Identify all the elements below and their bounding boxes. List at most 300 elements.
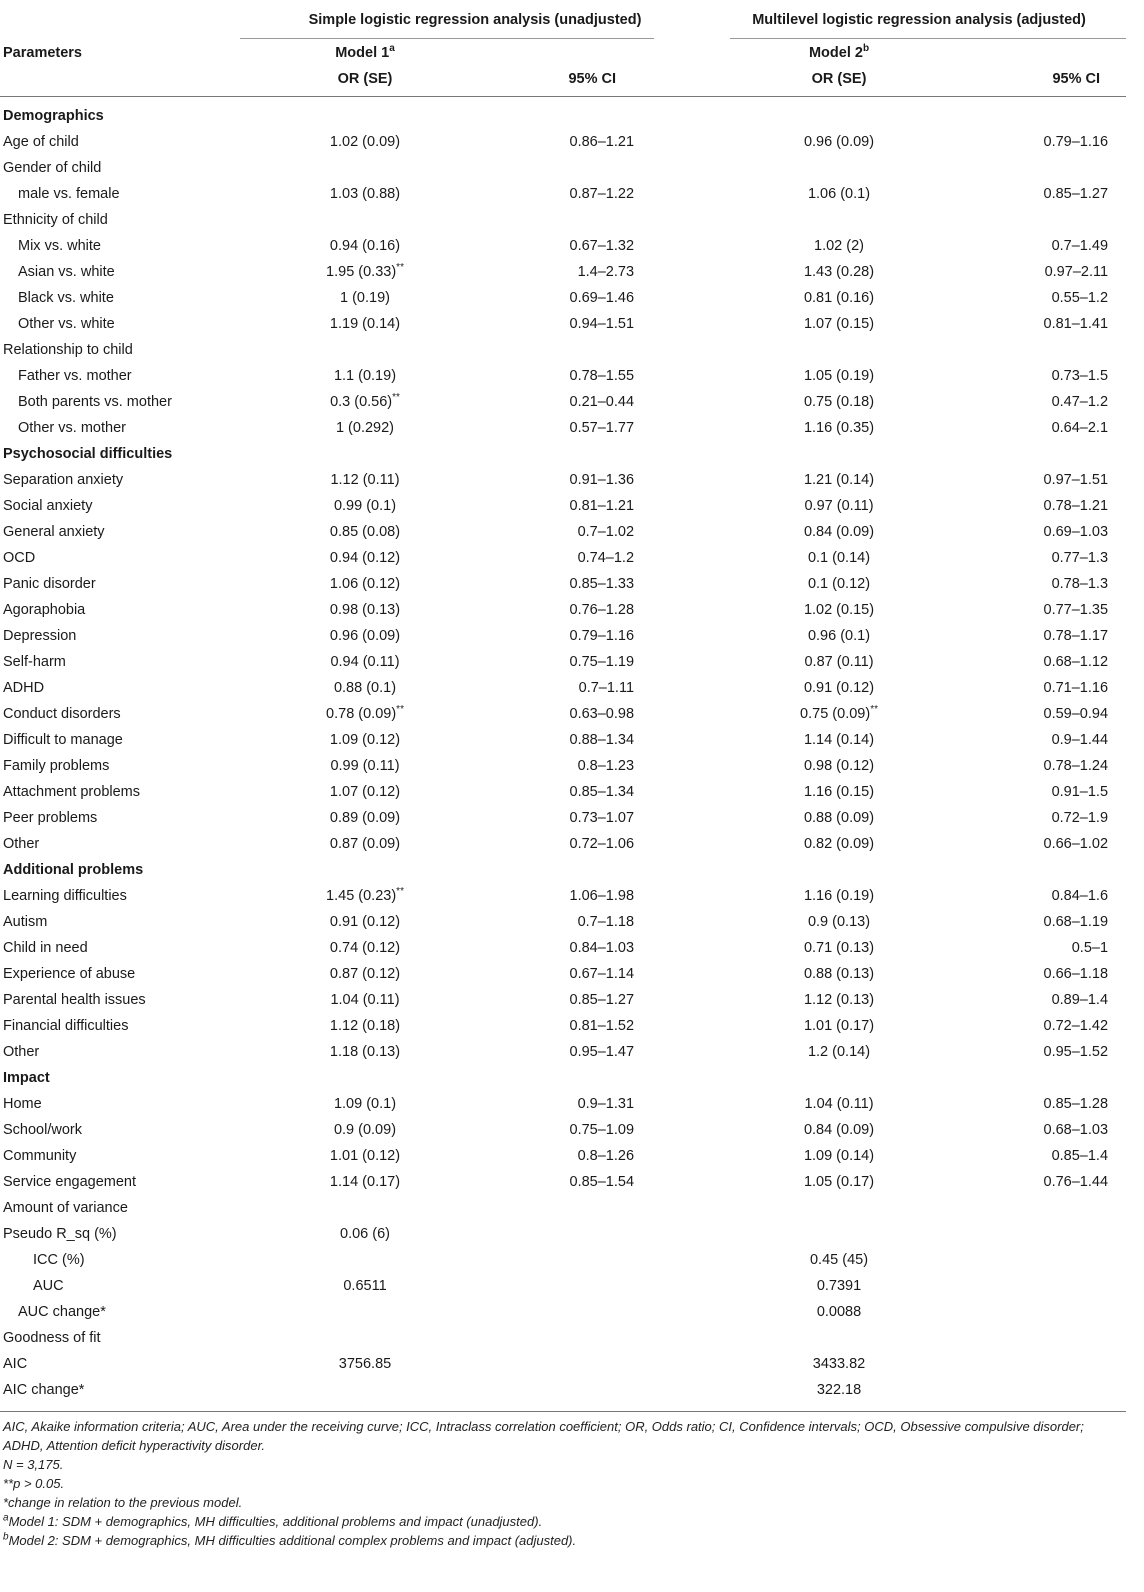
footnote-model2: $^b$Model 2: SDM + demographics, MH difficulties additional complex problems and impact (adjusted). <box>3 1531 577 1548</box>
model1-ci-cell: 0.86–1.21 <box>569 134 635 150</box>
model2-or-cell <box>712 207 966 233</box>
model1-ci-cell <box>492 207 712 233</box>
model2-or-cell: 0.1 (0.14) <box>807 550 871 566</box>
significance-mark: ** <box>392 392 400 404</box>
model1-ci-cell: 0.57–1.77 <box>569 420 635 436</box>
model1-or-cell <box>238 1299 492 1325</box>
model2-or-cell: 1.12 (0.13) <box>803 992 875 1008</box>
model2-ci-cell: 0.47–1.2 <box>1051 394 1109 410</box>
model1-ci-cell <box>492 1377 712 1409</box>
model2-or-cell: 1.09 (0.14) <box>803 1148 875 1164</box>
model1-ci-cell: 0.21–0.44 <box>569 394 635 410</box>
model1-or-cell: 1.01 (0.12) <box>329 1148 401 1164</box>
model2-ci-cell: 0.97–2.11 <box>1044 264 1109 280</box>
model1-ci-cell <box>492 857 712 883</box>
model1-or-cell: 1.03 (0.88) <box>329 186 401 202</box>
model2-ci-cell: 0.78–1.3 <box>1051 576 1109 592</box>
table-row <box>0 155 1126 181</box>
model2-ci-cell: 0.91–1.5 <box>1051 784 1109 800</box>
header-group-adjusted <box>712 0 1126 40</box>
model2-ci-cell: 0.72–1.9 <box>1051 810 1109 826</box>
model1-or-cell: 0.85 (0.08) <box>329 524 401 540</box>
model2-ci-cell <box>966 857 1126 883</box>
model2-ci-cell <box>966 1377 1126 1409</box>
model1-ci-cell <box>492 1065 712 1091</box>
model1-or-cell: 1 (0.19) <box>340 290 390 306</box>
model1-or-cell: 1.19 (0.14) <box>329 316 401 332</box>
row-label: Impact <box>3 1070 50 1086</box>
row-label: OCD <box>3 550 36 566</box>
model2-ci-cell: 0.81–1.41 <box>1043 316 1109 332</box>
model1-or-cell: 0.88 (0.1) <box>333 680 397 696</box>
row-label: Other vs. white <box>18 316 115 332</box>
or-se-header-1: OR (SE) <box>337 71 393 87</box>
table-row <box>0 519 1126 545</box>
ci-header-2: 95% CI <box>1052 71 1101 87</box>
model2-or-cell: 1.04 (0.11) <box>804 1096 874 1112</box>
model2-ci-cell <box>966 155 1126 181</box>
model1-or-cell: 1.09 (0.12) <box>329 732 401 748</box>
model1-ci-cell: 0.8–1.26 <box>577 1148 635 1164</box>
model2-or-cell <box>712 1325 966 1351</box>
row-label: Community <box>3 1148 77 1164</box>
model1-or-cell: 1.07 (0.12) <box>329 784 401 800</box>
model1-header: Model 1$^a$ <box>335 43 395 61</box>
model2-ci-cell: 0.68–1.03 <box>1043 1122 1109 1138</box>
table-bottom-rule <box>0 1411 1126 1412</box>
table-row <box>0 363 1126 389</box>
model1-ci-cell: 0.94–1.51 <box>569 316 635 332</box>
model2-or-cell: 0.88 (0.09) <box>803 810 875 826</box>
row-label: Child in need <box>3 940 88 956</box>
model1-or-cell: 0.98 (0.13) <box>329 602 401 618</box>
model2-or-cell: 1.07 (0.15) <box>803 316 875 332</box>
group1-underline <box>240 38 654 39</box>
model2-or-cell: 0.96 (0.09) <box>803 134 875 150</box>
model2-or-cell: 0.98 (0.12) <box>803 758 875 774</box>
row-label: Attachment problems <box>3 784 141 800</box>
model2-ci-cell: 0.84–1.6 <box>1051 888 1109 904</box>
model2-or-cell: 1.14 (0.14) <box>803 732 875 748</box>
or-se-header-2: OR (SE) <box>811 71 867 87</box>
row-label: AIC change* <box>3 1382 85 1398</box>
model2-or-cell: 0.87 (0.11) <box>804 654 874 670</box>
model1-or-cell: 1.14 (0.17) <box>329 1174 401 1190</box>
header-empty-cell <box>0 0 238 40</box>
model1-or-cell <box>238 337 492 363</box>
model2-ci-cell: 0.64–2.1 <box>1051 420 1109 436</box>
row-label: Other <box>3 836 40 852</box>
ci-header-1: 95% CI <box>568 71 617 87</box>
model2-ci-cell: 0.55–1.2 <box>1051 290 1109 306</box>
row-label: Demographics <box>3 108 104 124</box>
model1-or-cell: 1.02 (0.09) <box>329 134 401 150</box>
row-label: Other vs. mother <box>18 420 126 436</box>
model1-or-cell: 1.45 (0.23)** <box>326 886 404 904</box>
row-label: Asian vs. white <box>18 264 115 280</box>
row-label: Pseudo R_sq (%) <box>3 1226 117 1242</box>
table-row <box>0 1091 1126 1117</box>
row-label: Goodness of fit <box>3 1330 101 1346</box>
model1-ci-cell <box>492 97 712 130</box>
table-row <box>0 1299 1126 1325</box>
model1-or-cell: 1.95 (0.33)** <box>326 262 404 280</box>
model1-ci-cell: 0.91–1.36 <box>569 472 635 488</box>
table-row <box>0 1351 1126 1377</box>
model2-ci-cell <box>966 1221 1126 1247</box>
model1-or-cell: 1.18 (0.13) <box>329 1044 401 1060</box>
model2-ci-cell: 0.59–0.94 <box>1043 706 1109 722</box>
row-label: Separation anxiety <box>3 472 124 488</box>
model2-ci-cell: 0.7–1.49 <box>1051 238 1109 254</box>
model1-ci-cell: 0.76–1.28 <box>569 602 635 618</box>
significance-mark: ** <box>396 262 404 274</box>
model1-ci-cell: 0.75–1.09 <box>569 1122 635 1138</box>
table-row <box>0 337 1126 363</box>
table-row <box>0 285 1126 311</box>
model1-ci-cell: 1.06–1.98 <box>569 888 635 904</box>
model1-footnote-mark: a <box>389 43 395 55</box>
model2-footnote-mark: b <box>862 43 870 55</box>
table-row <box>0 1013 1126 1039</box>
model2-ci-cell: 0.68–1.19 <box>1043 914 1109 930</box>
model1-ci-cell: 0.63–0.98 <box>569 706 635 722</box>
model1-or-cell: 0.99 (0.1) <box>333 498 397 514</box>
model1-or-cell: 0.74 (0.12) <box>329 940 401 956</box>
row-label: Autism <box>3 914 48 930</box>
row-label: Ethnicity of child <box>3 212 108 228</box>
model2-ci-cell <box>966 97 1126 130</box>
group2-label: Multilevel logistic regression analysis (adjusted) <box>752 12 1086 28</box>
model1-ci-cell <box>492 1325 712 1351</box>
row-label: ICC (%) <box>33 1252 85 1268</box>
model1-or-cell <box>238 207 492 233</box>
model1-ci-cell <box>492 1195 712 1221</box>
model2-ci-cell: 0.77–1.3 <box>1051 550 1109 566</box>
model1-or-cell <box>238 97 492 130</box>
table-row <box>0 493 1126 519</box>
model1-or-cell <box>238 1325 492 1351</box>
model2-or-cell: 0.75 (0.09)** <box>800 704 878 722</box>
model1-or-cell: 3756.85 <box>338 1356 392 1372</box>
model2-or-cell <box>712 155 966 181</box>
row-label: ADHD <box>3 680 45 696</box>
model1-or-cell <box>238 155 492 181</box>
table-row <box>0 675 1126 701</box>
model2-ci-cell: 0.72–1.42 <box>1043 1018 1109 1034</box>
model2-ci-cell: 0.69–1.03 <box>1043 524 1109 540</box>
model1-or-cell: 1 (0.292) <box>335 420 395 436</box>
model2-ci-cell <box>966 441 1126 467</box>
model1-or-cell: 0.91 (0.12) <box>329 914 401 930</box>
model1-or-cell: 0.78 (0.09)** <box>326 704 404 722</box>
model2-or-cell: 1.05 (0.19) <box>803 368 875 384</box>
table-row <box>0 961 1126 987</box>
model2-or-cell <box>712 1195 966 1221</box>
group1-label: Simple logistic regression analysis (unadjusted) <box>308 12 642 28</box>
header-group-unadjusted <box>238 0 712 40</box>
model1-ci-cell: 0.84–1.03 <box>569 940 635 956</box>
model1-ci-cell: 0.72–1.06 <box>569 836 635 852</box>
model2-ci-cell: 0.89–1.4 <box>1051 992 1109 1008</box>
header-blank-3 <box>0 66 238 97</box>
significance-mark: ** <box>396 886 404 898</box>
model1-ci-cell: 0.69–1.46 <box>569 290 635 306</box>
significance-mark: ** <box>870 704 878 716</box>
model1-or-cell <box>238 857 492 883</box>
header-group-row <box>0 0 1126 40</box>
model2-ci-cell <box>966 1065 1126 1091</box>
table-row <box>0 259 1126 285</box>
table-row <box>0 1377 1126 1409</box>
parameters-header: Parameters <box>3 45 82 61</box>
model2-ci-cell: 0.97–1.51 <box>1043 472 1109 488</box>
section-row <box>0 1065 1126 1091</box>
table-footnotes <box>3 1417 1123 1550</box>
model1-or-cell: 1.12 (0.18) <box>329 1018 401 1034</box>
row-label: Peer problems <box>3 810 98 826</box>
model1-ci-cell: 0.9–1.31 <box>577 1096 635 1112</box>
footnote-sample-size: N = 3,175. <box>3 1457 64 1472</box>
model2-header: Model 2$^b$ <box>808 43 870 61</box>
row-label: male vs. female <box>18 186 120 202</box>
table-row <box>0 935 1126 961</box>
model2-ci-cell: 0.78–1.21 <box>1043 498 1109 514</box>
row-label: Relationship to child <box>3 342 133 358</box>
row-label: Gender of child <box>3 160 102 176</box>
model2-or-cell <box>712 441 966 467</box>
row-label: AIC <box>3 1356 28 1372</box>
model1-or-cell: 1.06 (0.12) <box>329 576 401 592</box>
model1-ci-cell <box>492 441 712 467</box>
model2-or-cell: 1.01 (0.17) <box>803 1018 875 1034</box>
model2-ci-cell: 0.79–1.16 <box>1043 134 1109 150</box>
row-label: Parental health issues <box>3 992 146 1008</box>
table-row <box>0 1117 1126 1143</box>
model1-or-cell: 0.3 (0.56)** <box>330 392 400 410</box>
model1-ci-cell: 0.75–1.19 <box>569 654 635 670</box>
model2-ci-cell: 0.5–1 <box>1071 940 1109 956</box>
section-row <box>0 97 1126 130</box>
model1-or-cell <box>238 1065 492 1091</box>
row-label: Psychosocial difficulties <box>3 446 173 462</box>
model2-ci-cell: 0.85–1.27 <box>1043 186 1109 202</box>
model2-or-cell: 0.88 (0.13) <box>803 966 875 982</box>
model1-or-cell: 1.09 (0.1) <box>333 1096 397 1112</box>
footnote-change: *change in relation to the previous model. <box>3 1495 243 1510</box>
row-label: Conduct disorders <box>3 706 121 722</box>
section-row <box>0 441 1126 467</box>
model1-ci-cell <box>492 1221 712 1247</box>
model2-ci-cell: 0.76–1.44 <box>1043 1174 1109 1190</box>
model2-ci-cell: 0.78–1.24 <box>1043 758 1109 774</box>
footnote-model1: $^a$Model 1: SDM + demographics, MH difficulties, additional problems and impact (unadjusted). <box>3 1512 543 1529</box>
model1-ci-cell: 0.85–1.27 <box>569 992 635 1008</box>
model1-or-cell: 0.89 (0.09) <box>329 810 401 826</box>
model2-or-cell: 0.1 (0.12) <box>807 576 871 592</box>
section-row <box>0 857 1126 883</box>
model1-or-cell: 0.99 (0.11) <box>330 758 400 774</box>
row-label: AUC change* <box>18 1304 106 1320</box>
model1-ci-cell: 0.85–1.54 <box>569 1174 635 1190</box>
model2-or-cell: 1.05 (0.17) <box>803 1174 875 1190</box>
row-label: Home <box>3 1096 42 1112</box>
model1-or-cell: 1.1 (0.19) <box>333 368 397 384</box>
table-row <box>0 311 1126 337</box>
table-row <box>0 1273 1126 1299</box>
model1-or-cell <box>238 1377 492 1409</box>
footnote-pvalue: **p > 0.05. <box>3 1476 65 1491</box>
model1-or-cell: 0.9 (0.09) <box>333 1122 397 1138</box>
table-row <box>0 571 1126 597</box>
model2-or-cell <box>712 97 966 130</box>
row-label: Social anxiety <box>3 498 93 514</box>
row-label: Experience of abuse <box>3 966 136 982</box>
table-row <box>0 467 1126 493</box>
row-label: Age of child <box>3 134 79 150</box>
model2-or-cell <box>712 1065 966 1091</box>
model1-ci-cell <box>492 1351 712 1377</box>
model2-or-cell: 0.97 (0.11) <box>804 498 874 514</box>
row-label: Amount of variance <box>3 1200 128 1216</box>
row-label: Other <box>3 1044 40 1060</box>
table-row <box>0 831 1126 857</box>
model1-ci-cell <box>492 337 712 363</box>
model2-ci-cell <box>966 1325 1126 1351</box>
model1-ci-cell: 0.74–1.2 <box>577 550 635 566</box>
footnote-abbreviations: AIC, Akaike information criteria; AUC, Area under the receiving curve; ICC, Intraclass correlation coefficient; OR, Odds ratio; CI, Confidence intervals; OCD, Obsessive compulsive disorder; ADHD, Attention deficit hyperactivity disorder. <box>3 1419 1084 1453</box>
header-stat-row <box>0 66 1126 97</box>
model2-ci-cell: 0.85–1.28 <box>1043 1096 1109 1112</box>
table-row <box>0 753 1126 779</box>
model2-or-cell: 0.82 (0.09) <box>803 836 875 852</box>
model1-or-cell: 0.94 (0.16) <box>329 238 401 254</box>
model2-or-cell: 1.2 (0.14) <box>807 1044 871 1060</box>
table-row <box>0 883 1126 909</box>
model2-ci-cell <box>966 1299 1126 1325</box>
model2-or-cell: 0.81 (0.16) <box>803 290 875 306</box>
model1-ci-cell <box>492 1247 712 1273</box>
model2-or-cell: 0.96 (0.1) <box>807 628 871 644</box>
model2-ci-cell <box>966 1273 1126 1299</box>
model2-ci-cell <box>966 1247 1126 1273</box>
row-label: Father vs. mother <box>18 368 132 384</box>
table-row <box>0 987 1126 1013</box>
model2-or-cell: 1.43 (0.28) <box>803 264 875 280</box>
model1-ci-cell: 0.79–1.16 <box>569 628 635 644</box>
model1-ci-cell: 0.85–1.33 <box>569 576 635 592</box>
model1-or-cell: 0.96 (0.09) <box>329 628 401 644</box>
model2-ci-cell <box>966 1195 1126 1221</box>
header-blank-2 <box>966 40 1126 66</box>
model1-or-cell: 0.06 (6) <box>340 1226 390 1242</box>
model1-ci-cell: 0.81–1.21 <box>569 498 635 514</box>
table-row <box>0 727 1126 753</box>
model2-ci-cell: 0.66–1.18 <box>1043 966 1109 982</box>
model1-or-cell: 0.94 (0.12) <box>329 550 401 566</box>
model2-ci-cell: 0.73–1.5 <box>1051 368 1109 384</box>
model1-ci-cell <box>492 1299 712 1325</box>
row-label: Self-harm <box>3 654 66 670</box>
model2-or-cell: 0.45 (45) <box>809 1252 869 1268</box>
table-row <box>0 1247 1126 1273</box>
table-row <box>0 649 1126 675</box>
row-label: AUC <box>33 1278 64 1294</box>
model2-or-cell: 0.75 (0.18) <box>803 394 875 410</box>
model2-or-cell: 0.9 (0.13) <box>807 914 871 930</box>
model1-ci-cell <box>492 1273 712 1299</box>
model1-or-cell: 1.04 (0.11) <box>330 992 400 1008</box>
model1-or-cell: 0.87 (0.09) <box>329 836 401 852</box>
table-row <box>0 1143 1126 1169</box>
table-row <box>0 1325 1126 1351</box>
row-label: Both parents vs. mother <box>18 394 172 410</box>
model1-ci-cell: 0.7–1.11 <box>578 680 635 696</box>
model2-or-cell: 0.71 (0.13) <box>803 940 875 956</box>
model2-or-cell: 0.91 (0.12) <box>803 680 875 696</box>
header-model-row <box>0 40 1126 66</box>
row-label: Service engagement <box>3 1174 136 1190</box>
model2-or-cell: 322.18 <box>816 1382 862 1398</box>
model2-ci-cell: 0.78–1.17 <box>1043 628 1109 644</box>
model2-ci-cell: 0.85–1.4 <box>1051 1148 1109 1164</box>
table-row <box>0 545 1126 571</box>
row-label: Agoraphobia <box>3 602 86 618</box>
model2-or-cell: 1.06 (0.1) <box>807 186 871 202</box>
model2-ci-cell <box>966 1351 1126 1377</box>
table-row <box>0 181 1126 207</box>
row-label: Additional problems <box>3 862 144 878</box>
table-row <box>0 701 1126 727</box>
model1-ci-cell: 0.85–1.34 <box>569 784 635 800</box>
significance-mark: ** <box>396 704 404 716</box>
model2-or-cell <box>712 337 966 363</box>
model1-ci-cell: 0.73–1.07 <box>569 810 635 826</box>
model1-or-cell: 0.87 (0.12) <box>329 966 401 982</box>
row-label: Difficult to manage <box>3 732 123 748</box>
row-label: Financial difficulties <box>3 1018 129 1034</box>
model1-ci-cell: 0.88–1.34 <box>569 732 635 748</box>
group2-underline <box>730 38 1126 39</box>
row-label: Black vs. white <box>18 290 114 306</box>
table-row <box>0 1221 1126 1247</box>
table-row <box>0 1195 1126 1221</box>
model2-or-cell: 0.7391 <box>816 1278 862 1294</box>
model1-ci-cell: 0.95–1.47 <box>569 1044 635 1060</box>
model2-ci-cell: 0.68–1.12 <box>1043 654 1109 670</box>
table-row <box>0 779 1126 805</box>
model2-or-cell: 0.84 (0.09) <box>803 524 875 540</box>
table-row <box>0 623 1126 649</box>
model2-or-cell: 0.84 (0.09) <box>803 1122 875 1138</box>
table-row <box>0 597 1126 623</box>
model1-ci-cell <box>492 155 712 181</box>
table-row <box>0 389 1126 415</box>
model1-ci-cell: 0.7–1.18 <box>577 914 635 930</box>
table-row <box>0 805 1126 831</box>
model2-or-cell: 1.21 (0.14) <box>803 472 875 488</box>
model1-ci-cell: 0.78–1.55 <box>569 368 635 384</box>
model1-or-cell <box>238 1195 492 1221</box>
row-label: Panic disorder <box>3 576 96 592</box>
row-label: School/work <box>3 1122 82 1138</box>
model1-ci-cell: 0.87–1.22 <box>569 186 635 202</box>
model2-or-cell: 1.16 (0.35) <box>803 420 875 436</box>
model2-ci-cell: 0.71–1.16 <box>1043 680 1109 696</box>
model2-ci-cell <box>966 337 1126 363</box>
model1-ci-cell: 0.67–1.32 <box>569 238 635 254</box>
model2-or-cell <box>712 857 966 883</box>
